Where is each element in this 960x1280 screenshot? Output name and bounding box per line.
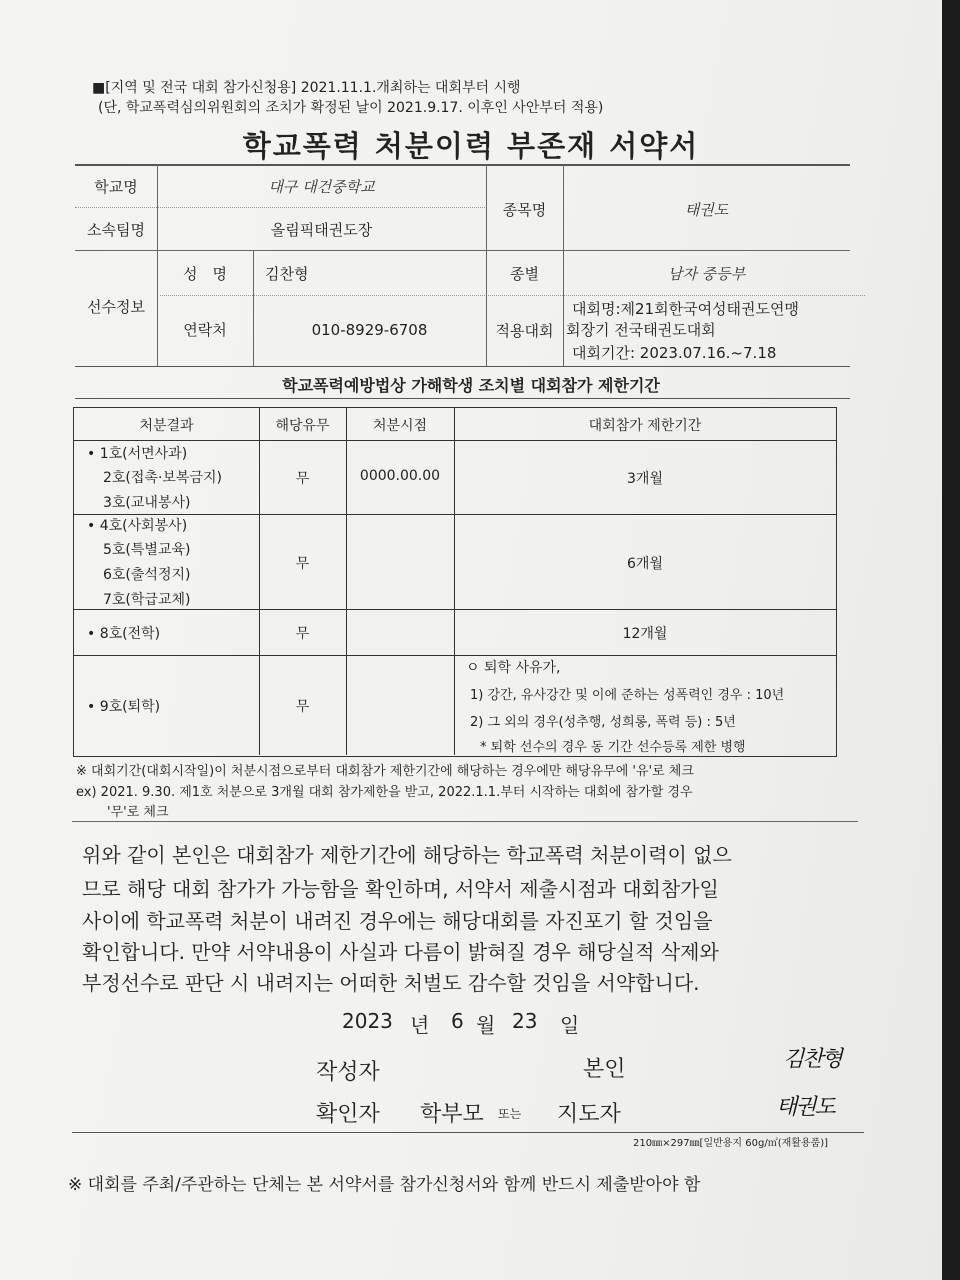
date-day: 23 — [512, 1009, 538, 1033]
player-info-label: 선수정보 — [87, 298, 145, 316]
row1-result-line: • 1호(서면사과) — [87, 446, 188, 462]
date-year: 2023 — [342, 1009, 393, 1033]
team-label: 소속팀명 — [87, 221, 145, 239]
row2-limit: 6개월 — [627, 556, 663, 572]
row2-result-line: 6호(출석정지) — [103, 567, 191, 583]
school-value: 대구 대건중학교 — [268, 178, 375, 196]
paper-spec: 210㎜×297㎜[일반용지 60g/㎡(재활용품)] — [633, 1138, 829, 1149]
pledge-line: 부정선수로 판단 시 내려지는 어떠한 처벌도 감수할 것임을 서약합니다. — [82, 971, 700, 995]
competition-label: 적용대회 — [495, 322, 554, 340]
confirmer-label: 확인자 — [316, 1102, 380, 1127]
event-value: 태권도 — [684, 201, 729, 219]
contact-label: 연락처 — [183, 321, 227, 339]
division-label: 종별 — [510, 265, 539, 283]
footer-note: ※ 대회를 주최/주관하는 단체는 본 서약서를 참가신청서와 함께 반드시 제출받아야 함 — [68, 1175, 701, 1195]
confirmer-signature: 태권도 — [776, 1095, 834, 1120]
row4-limit-line: ㅇ 퇴학 사유가, — [466, 660, 561, 676]
info-table-divider — [75, 250, 850, 251]
info-col-divider — [253, 250, 254, 366]
row4-limit-line: 1) 강간, 유사강간 및 이에 준하는 성폭력인 경우 : 10년 — [470, 688, 785, 703]
notice-line-1: ■[지역 및 전국 대회 참가신청용] 2021.11.1.개최하는 대회부터 시행 — [92, 80, 521, 96]
info-dotted-line — [75, 207, 485, 208]
date-month-unit: 월 — [476, 1013, 496, 1037]
note-2-line-2: '무'로 체크 — [107, 805, 169, 820]
table-header-line — [74, 440, 836, 441]
row1-date: 0000.00.00 — [359, 468, 441, 484]
row1-result-line: 3호(교내봉사) — [103, 495, 191, 511]
writer-value: 본인 — [583, 1057, 626, 1082]
row3-limit: 12개월 — [622, 626, 668, 642]
confirmer-or: 또는 — [498, 1107, 522, 1121]
bottom-divider — [72, 1132, 864, 1133]
note-2-line-1: ex) 2021. 9.30. 제1호 처분으로 3개월 대회 참가제한을 받고, 2022.1.1.부터 시작하는 대회에 참가할 경우 — [76, 785, 693, 800]
row2-result-line: 7호(학급교체) — [103, 592, 191, 608]
row4-result-line: • 9호(퇴학) — [87, 699, 161, 715]
competition-name-line-2: 회장기 전국태권도대회 — [566, 321, 716, 339]
info-table-top-border — [75, 164, 850, 166]
writer-label: 작성자 — [316, 1060, 380, 1085]
header-limit: 대회참가 제한기간 — [588, 418, 702, 434]
confirmer-parent: 학부모 — [420, 1102, 484, 1127]
row1-limit: 3개월 — [627, 471, 663, 487]
header-date: 처분시점 — [372, 418, 428, 434]
row4-limit-line: 2) 그 외의 경우(성추행, 성희롱, 폭력 등) : 5년 — [470, 715, 736, 730]
document-title: 학교폭력 처분이력 부존재 서약서 — [242, 129, 700, 163]
pledge-line: 므로 해당 대회 참가가 가능함을 확인하며, 서약서 제출시점과 대회참가일 — [82, 877, 719, 901]
school-label: 학교명 — [94, 178, 138, 196]
team-value: 올림픽태권도장 — [270, 221, 373, 239]
confirmer-coach: 지도자 — [557, 1102, 621, 1127]
date-day-unit: 일 — [560, 1013, 580, 1037]
note-1: ※ 대회기간(대회시작일)이 처분시점으로부터 대회참가 제한기간에 해당하는 경우에만 해당유무에 '유'로 체크 — [76, 764, 694, 779]
header-result: 처분결과 — [139, 418, 194, 434]
info-table-bottom-border — [75, 366, 850, 367]
row4-limit-line: * 퇴학 선수의 경우 동 기간 선수등록 제한 병행 — [480, 740, 746, 755]
table-row-line — [74, 514, 836, 515]
table-row-line — [74, 609, 836, 610]
section-title: 학교폭력예방법상 가해학생 조치별 대회참가 제한기간 — [282, 376, 660, 395]
row2-result-line: 5호(특별교육) — [103, 542, 191, 558]
notice-line-2: (단, 학교폭력심의위원회의 조치가 확정된 날이 2021.9.17. 이후인 사안부터 적용) — [98, 100, 604, 116]
table-row-line — [74, 655, 836, 656]
pledge-line: 위와 같이 본인은 대회참가 제한기간에 해당하는 학교폭력 처분이력이 없으 — [82, 843, 732, 867]
notes-divider — [72, 821, 858, 822]
pledge-line: 사이에 학교폭력 처분이 내려진 경우에는 해당대회를 자진포기 할 것임을 — [82, 909, 713, 933]
row1-result-line: 2호(접촉·보복금지) — [103, 470, 222, 486]
name-label: 성 명 — [183, 265, 227, 283]
row3-applicable: 무 — [295, 626, 310, 642]
row4-applicable: 무 — [295, 699, 310, 715]
row3-result-line: • 8호(전학) — [87, 626, 161, 642]
writer-signature: 김찬형 — [783, 1047, 841, 1072]
info-dotted-line — [160, 295, 865, 296]
competition-name-line-1: 대회명:제21회한국여성태권도연맹 — [572, 300, 800, 318]
header-applicable: 해당유무 — [275, 418, 330, 434]
row2-result-line: • 4호(사회봉사) — [87, 518, 188, 534]
table-col-line — [454, 408, 455, 755]
contact-value: 010-8929-6708 — [311, 321, 428, 339]
competition-period: 대회기간: 2023.07.16.~7.18 — [572, 344, 777, 362]
pledge-line: 확인합니다. 만약 서약내용이 사실과 다름이 밝혀질 경우 해당실적 삭제와 — [82, 940, 719, 964]
event-label: 종목명 — [502, 201, 547, 219]
division-value: 남자 중등부 — [667, 265, 746, 283]
table-col-line — [346, 408, 347, 755]
row2-applicable: 무 — [295, 556, 310, 572]
section-title-underline — [75, 398, 850, 399]
date-year-unit: 년 — [410, 1013, 430, 1037]
row1-applicable: 무 — [295, 471, 310, 487]
name-value: 김찬형 — [265, 265, 309, 283]
date-month: 6 — [451, 1009, 464, 1033]
